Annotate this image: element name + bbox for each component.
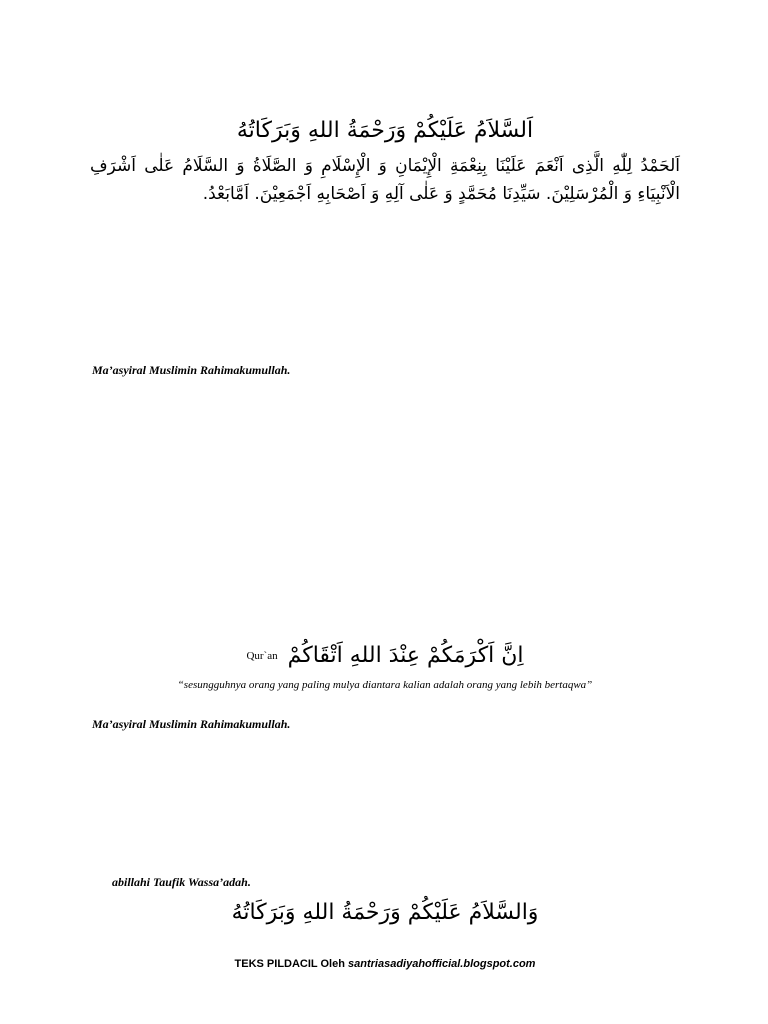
audience-address-second: Ma’asyiral Muslimin Rahimakumullah. (92, 717, 291, 731)
footer-site-link[interactable]: santriasadiyahofficial.blogspot.com (348, 958, 536, 970)
verse-translation: “sesungguhnya orang yang paling mulya diantara kalian adalah orang yang lebih bertaqwa” (177, 679, 593, 691)
footer-prefix: TEKS PILDACIL Oleh (234, 958, 349, 970)
opening-greeting: اَلسَّلاَمُ عَلَيْكُمْ وَرَحْمَةُ اللهِ وَبَرَكَاتُهُ (236, 118, 534, 143)
footer-credit (90, 956, 680, 972)
audience-address: Ma’asyiral Muslimin Rahimakumullah. (92, 363, 291, 377)
verse-source: Qur`an (246, 650, 278, 662)
closing-greeting: وَالسَّلاَمُ عَلَيْكُمْ وَرَحْمَةُ اللهِ وَبَرَكَاتُهُ (231, 900, 539, 925)
opening-praise: اَلحَمْدُ لِلّٰهِ الَّذِى اَنْعَمَ عَلَيْنَا بِنِعْمَةِ الْإِيْمَانِ وَ الْإِسْلَامِ وَ الصَّلَاةُ وَ السَّلَامُ عَلٰى اَشْرَفِ الْاَنْبِيَاءِ وَ الْمُرْسَلِيْنَ. سَيِّدِنَا مُحَمَّدٍ وَ عَلٰى آلِهِ وَ اَصْحَابِهِ اَجْمَعِيْنَ. اَمَّابَعْدُ. (90, 156, 680, 204)
quran-verse: اِنَّ اَكْرَمَكُمْ عِنْدَ اللهِ اَتْقَاكُمْ (287, 643, 524, 668)
closing-phrase: abillahi Taufik Wassa’adah. (112, 875, 251, 889)
quran-verse-row (90, 638, 680, 674)
